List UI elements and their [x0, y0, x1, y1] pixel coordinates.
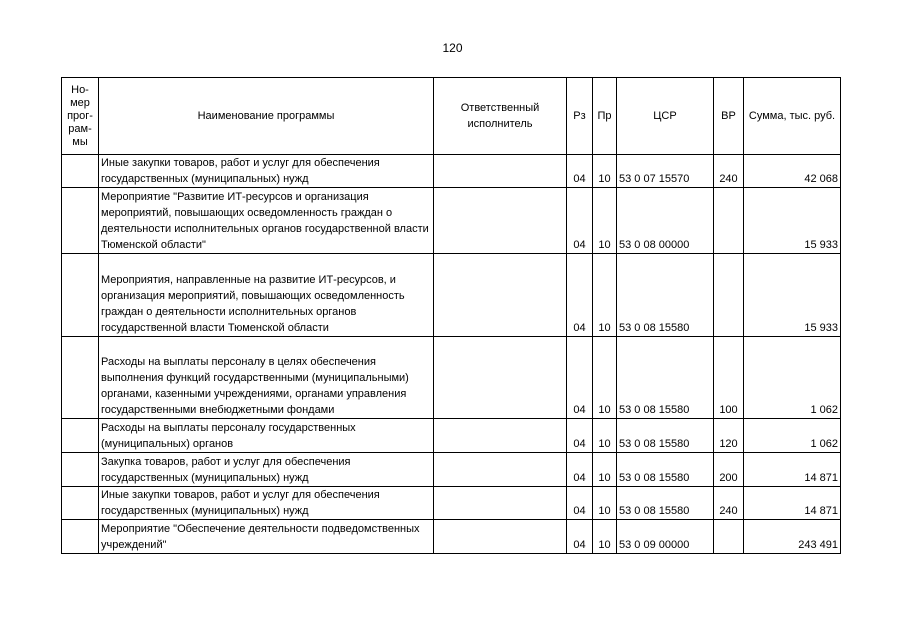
header-program-number-line: прог-	[67, 109, 93, 122]
cell-sum: 1 062	[744, 337, 841, 419]
cell-pr: 10	[593, 188, 617, 254]
cell-csr: 53 0 08 15580	[617, 254, 714, 337]
table-row	[62, 487, 841, 520]
cell-rz: 04	[567, 254, 593, 337]
cell-name: Мероприятие "Обеспечение деятельности подведомственных учреждений"	[99, 520, 434, 554]
header-vr: ВР	[714, 78, 744, 155]
cell-rz: 04	[567, 520, 593, 554]
cell-num	[62, 487, 99, 520]
cell-resp	[434, 337, 567, 419]
cell-vr: 120	[714, 419, 744, 453]
header-program-number-line: мер	[70, 96, 90, 109]
table-row	[62, 419, 841, 453]
cell-pr: 10	[593, 155, 617, 188]
cell-sum: 14 871	[744, 487, 841, 520]
cell-pr: 10	[593, 487, 617, 520]
cell-vr: 100	[714, 337, 744, 419]
table-row	[62, 453, 841, 487]
cell-vr: 240	[714, 487, 744, 520]
header-pr: Пр	[593, 78, 617, 155]
cell-vr: 200	[714, 453, 744, 487]
cell-num	[62, 188, 99, 254]
cell-csr: 53 0 08 00000	[617, 188, 714, 254]
cell-vr	[714, 254, 744, 337]
cell-resp	[434, 487, 567, 520]
header-responsible: Ответственный исполнитель	[434, 78, 567, 155]
cell-name: Мероприятия, направленные на развитие ИТ-ресурсов, и организация мероприятий, повышающих осведомленность граждан о деятельности исполнительных органов государственной власти Тюменской области	[99, 254, 434, 337]
cell-resp	[434, 254, 567, 337]
header-program-number	[62, 78, 99, 155]
cell-num	[62, 520, 99, 554]
cell-sum: 14 871	[744, 453, 841, 487]
cell-rz: 04	[567, 487, 593, 520]
table-row	[62, 188, 841, 254]
cell-sum: 15 933	[744, 254, 841, 337]
cell-vr	[714, 520, 744, 554]
cell-rz: 04	[567, 155, 593, 188]
cell-num	[62, 337, 99, 419]
cell-csr: 53 0 08 15580	[617, 487, 714, 520]
cell-resp	[434, 155, 567, 188]
cell-sum: 243 491	[744, 520, 841, 554]
cell-resp	[434, 453, 567, 487]
table-row	[62, 254, 841, 337]
cell-pr: 10	[593, 337, 617, 419]
cell-vr: 240	[714, 155, 744, 188]
cell-sum: 42 068	[744, 155, 841, 188]
cell-pr: 10	[593, 419, 617, 453]
cell-vr	[714, 188, 744, 254]
cell-sum: 15 933	[744, 188, 841, 254]
header-program-number-line: мы	[72, 135, 88, 148]
cell-pr: 10	[593, 520, 617, 554]
cell-num	[62, 254, 99, 337]
cell-name: Закупка товаров, работ и услуг для обеспечения государственных (муниципальных) нужд	[99, 453, 434, 487]
cell-csr: 53 0 07 15570	[617, 155, 714, 188]
cell-pr: 10	[593, 254, 617, 337]
cell-csr: 53 0 08 15580	[617, 453, 714, 487]
header-rz: Рз	[567, 78, 593, 155]
page-number: 120	[442, 41, 463, 55]
header-program-number-line: рам-	[68, 122, 92, 135]
cell-name: Расходы на выплаты персоналу государственных (муниципальных) органов	[99, 419, 434, 453]
cell-name: Расходы на выплаты персоналу в целях обеспечения выполнения функций государственными (муниципальными) органами, казенными учреждениями, органами управления государственными внебюджетными фондами	[99, 337, 434, 419]
cell-rz: 04	[567, 188, 593, 254]
budget-table	[61, 77, 841, 554]
cell-name: Иные закупки товаров, работ и услуг для обеспечения государственных (муниципальных) нужд	[99, 155, 434, 188]
cell-name: Иные закупки товаров, работ и услуг для обеспечения государственных (муниципальных) нужд	[99, 487, 434, 520]
header-csr: ЦСР	[617, 78, 714, 155]
cell-resp	[434, 520, 567, 554]
cell-rz: 04	[567, 337, 593, 419]
cell-pr: 10	[593, 453, 617, 487]
header-row	[62, 78, 841, 155]
cell-csr: 53 0 08 15580	[617, 419, 714, 453]
header-program-number-line: Но-	[71, 83, 89, 96]
cell-num	[62, 453, 99, 487]
cell-rz: 04	[567, 453, 593, 487]
cell-resp	[434, 188, 567, 254]
cell-sum: 1 062	[744, 419, 841, 453]
header-program-name: Наименование программы	[99, 78, 434, 155]
header-sum: Сумма, тыс. руб.	[744, 78, 841, 155]
cell-rz: 04	[567, 419, 593, 453]
cell-csr: 53 0 09 00000	[617, 520, 714, 554]
cell-resp	[434, 419, 567, 453]
table-row	[62, 337, 841, 419]
cell-csr: 53 0 08 15580	[617, 337, 714, 419]
table-row	[62, 520, 841, 554]
table-row	[62, 155, 841, 188]
cell-num	[62, 155, 99, 188]
cell-name: Мероприятие "Развитие ИТ-ресурсов и организация мероприятий, повышающих осведомленность граждан о деятельности исполнительных органов государственной власти Тюменской области"	[99, 188, 434, 254]
cell-num	[62, 419, 99, 453]
